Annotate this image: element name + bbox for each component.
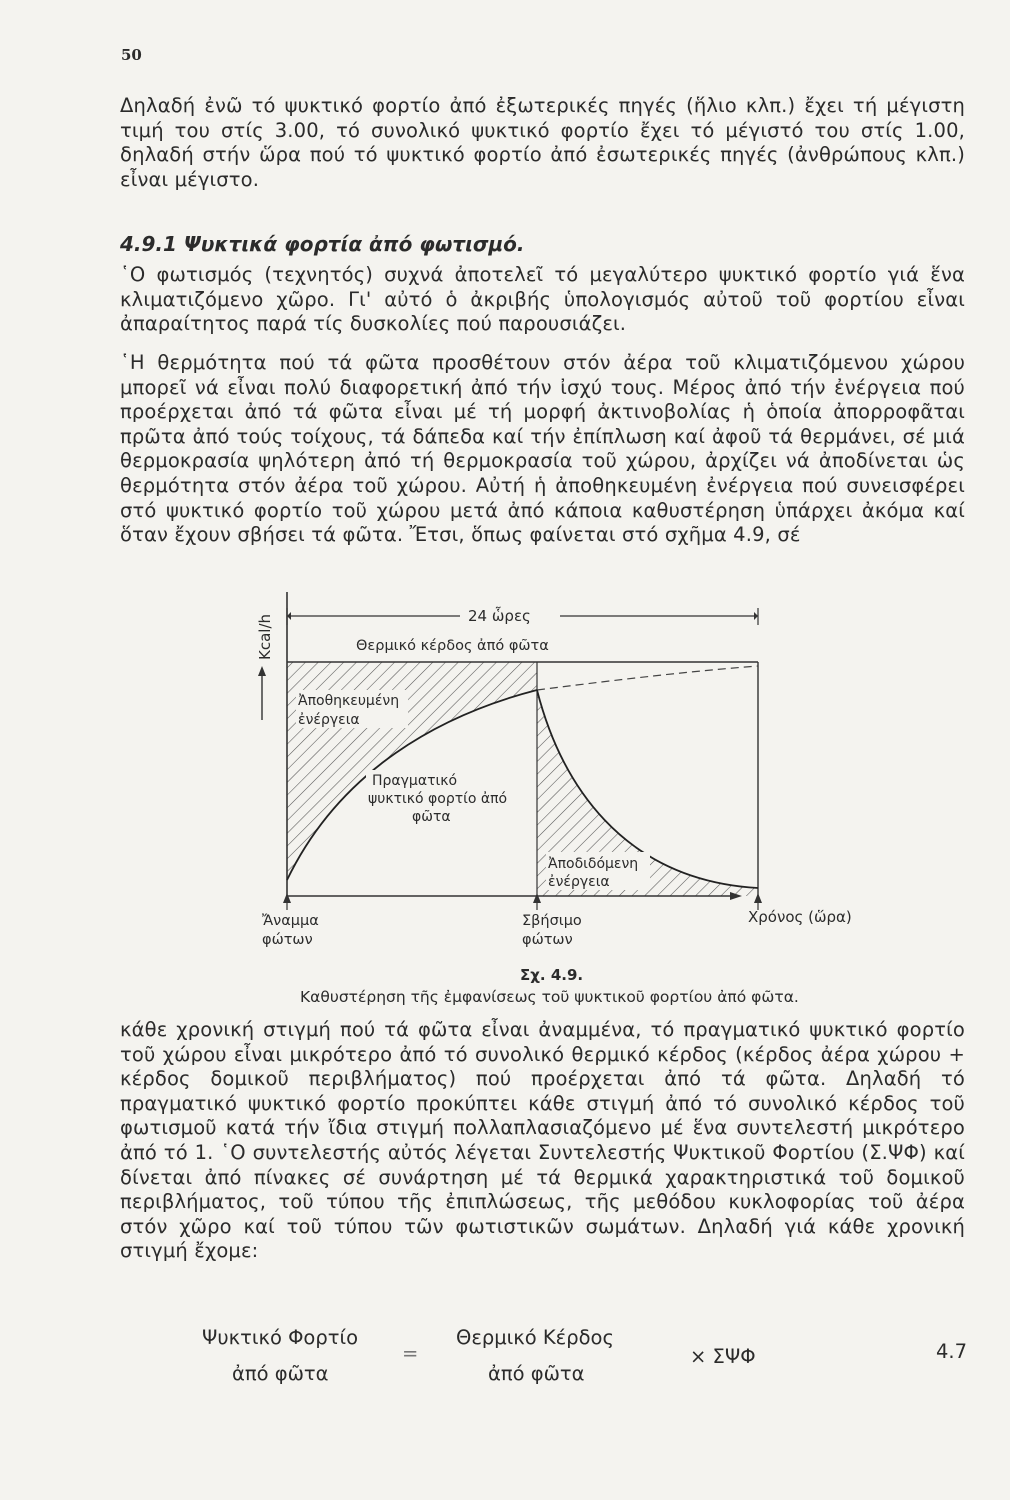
equation-factor: × ΣΨΦ [690,1345,756,1368]
figure-caption: Καθυστέρηση τῆς ἐμφανίσεως τοῦ ψυκτικοῦ φορτίου ἀπό φῶτα. [300,988,799,1006]
stored-energy-label-1: Ἀποθηκευμένη [298,693,400,709]
equation-rhs-line2: ἀπό φῶτα [488,1362,585,1385]
equation-rhs-line1: Θερμικό Κέρδος [456,1326,614,1349]
equation-equals: = [402,1342,419,1365]
equation-lhs-line2: ἀπό φῶτα [232,1362,329,1385]
period-label: 24 ὧρες [468,607,531,625]
dashed-continuation [537,666,758,690]
page-number: 50 [121,46,142,64]
actual-load-label-3: φῶτα [412,809,451,825]
released-energy-label-2: ἐνέργεια [548,874,610,890]
equation-number: 4.7 [936,1340,968,1363]
heat-gain-label: Θερμικό κέρδος ἀπό φῶτα [356,638,549,654]
lights-off-label-2: φώτων [522,932,573,948]
time-axis-label: Χρόνος (ὥρα) [748,908,852,926]
paragraph-lighting-load: ῾Ο φωτισμός (τεχνητός) συχνά ἀποτελεῖ τό μεγαλύτερο ψυκτικό φορτίο γιά ἕνα κλιματιζόμενο χῶρο. Γι' αὐτό ὁ ἀκριβής ὑπολογισμός αὐτοῦ τοῦ φορτίου εἶναι ἀπαραίτητος παρά τίς δυσκολίες πού παρουσιάζει. [120,263,965,336]
equation-lhs-line1: Ψυκτικό Φορτίο [202,1326,359,1349]
y-axis-label: Kcal/h [256,613,274,660]
lights-on-label-2: φώτων [262,932,313,948]
stored-energy-label-2: ἐνέργεια [298,712,360,728]
lights-off-label-1: Σβήσιμο [522,913,582,929]
section-heading: 4.9.1 Ψυκτικά φορτία ἀπό φωτισμό. [120,232,525,256]
released-energy-label-1: Ἀποδιδόμενη [548,856,639,872]
figure-number: Σχ. 4.9. [520,966,584,984]
actual-load-label-1: Πραγματικό [372,773,458,789]
paragraph-heat-storage: ῾Η θερμότητα πού τά φῶτα προσθέτουν στόν ἀέρα τοῦ κλιματιζόμενου χώρου μπορεῖ νά εἶναι πολύ διαφορετική ἀπό τήν ἰσχύ τους. Μέρος ἀπό τήν ἐνέργεια πού προέρχεται ἀπό τά φῶτα εἶναι μέ τή μορφή ἀκτινοβολίας ἡ ὁποία ἀπορροφᾶται πρῶτα ἀπό τούς τοίχους, τά δάπεδα καί τήν ἐπίπλωση καί ἀφοῦ τά θερμάνει, σέ μιά θερμοκρασία ψηλότερη ἀπό τή θερμοκρασία τοῦ χώρου, ἀρχίζει νά ἀποδίνεται ὡς θερμότητα στόν ἀέρα τοῦ χώρου. Αὐτή ἡ ἀποθηκευμένη ἐνέργεια πού συνεισφέρει στό ψυκτικό φορτίο τοῦ χώρου μετά ἀπό κάποια καθυστέρηση ὑπάρχει ἀκόμα καί ὅταν ἔχουν σβήσει τά φῶτα. Ἔτσι, ὅπως φαίνεται στό σχῆμα 4.9, σέ [120,351,965,547]
paragraph-cooling-factor: κάθε χρονική στιγμή πού τά φῶτα εἶναι ἀναμμένα, τό πραγματικό ψυκτικό φορτίο τοῦ χώρου εἶναι μικρότερο ἀπό τό συνολικό θερμικό κέρδος (κέρδος ἀέρα χώρου + κέρδος δομικοῦ περιβλήματος) πού προέρχεται ἀπό τά φῶτα. Δηλαδή τό πραγματικό ψυκτικό φορτίο προκύπτει κάθε στιγμή ἀπό τό συνολικό κέρδος τοῦ φωτισμοῦ κατά τήν ἴδια στιγμή πολλαπλασιαζόμενο μέ ἕνα συντελεστή μικρότερο ἀπό τό 1. ῾Ο συντελεστής αὐτός λέγεται Συντελεστής Ψυκτικοῦ Φορτίου (Σ.ΨΦ) καί δίνεται ἀπό πίνακες σέ συνάρτηση μέ τά θερμικά χαρακτηριστικά τοῦ δομικοῦ περιβλήματος, τοῦ τύπου τῆς ἐπιπλώσεως, τῆς μεθόδου κυκλοφορίας τοῦ ἀέρα στόν χῶρο καί τοῦ τύπου τῶν φωτιστικῶν σωμάτων. Δηλαδή γιά κάθε χρονική στιγμή ἔχομε: [120,1018,965,1263]
lights-on-label-1: Ἄναμμα [262,913,319,929]
actual-load-label-2: ψυκτικό φορτίο ἀπό [368,791,508,807]
paragraph-intro: Δηλαδή ἐνῶ τό ψυκτικό φορτίο ἀπό ἐξωτερικές πηγές (ἥλιο κλπ.) ἔχει τή μέγιστη τιμή του στίς 3.00, τό συνολικό ψυκτικό φορτίο ἔχει τό μέγιστό του στίς 1.00, δηλαδή στήν ὥρα πού τό ψυκτικό φορτίο ἀπό ἐσωτερικές πηγές (ἀνθρώπους κλπ.) εἶναι μέγιστο. [120,94,965,191]
